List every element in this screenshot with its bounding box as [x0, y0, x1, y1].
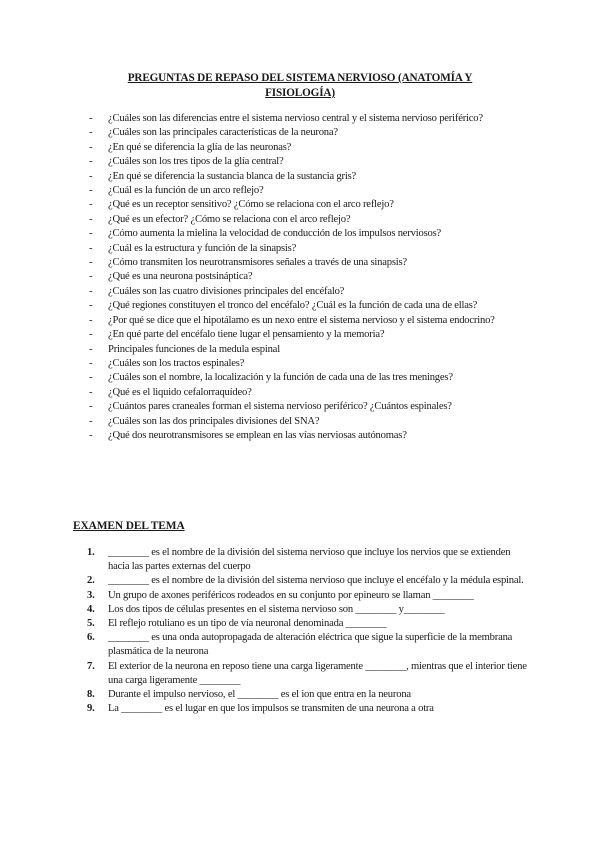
exam-item-text: ________ es una onda autopropagada de alteración eléctrica que sigue la superficie de la membrana plasmática de la neurona	[108, 632, 513, 658]
question-text: ¿En qué se diferencia la glía de las neuronas?	[108, 141, 292, 153]
question-item	[0, 256, 600, 270]
question-item	[0, 357, 600, 371]
question-text: ¿Cómo transmiten los neurotransmisores señales a través de una sinapsis?	[108, 257, 407, 269]
list-dash: -	[89, 141, 93, 153]
question-item	[0, 184, 600, 198]
exam-item	[0, 631, 600, 659]
list-dash: -	[89, 156, 93, 168]
list-dash: -	[89, 228, 93, 240]
question-item	[0, 343, 600, 357]
question-item	[0, 141, 600, 155]
exam-item-number: 6.	[87, 632, 95, 644]
list-dash: -	[89, 343, 93, 355]
exam-item	[0, 660, 600, 688]
exam-item-number: 7.	[87, 660, 95, 672]
question-item	[0, 415, 600, 429]
exam-item-text: El reflejo rotuliano es un tipo de vía neuronal denominada ________	[108, 618, 387, 630]
list-dash: -	[89, 113, 93, 124]
list-dash: -	[89, 271, 93, 283]
question-item	[0, 227, 600, 241]
exam-item-text: La ________ es el lugar en que los impulsos se transmiten de una neurona a otra	[108, 703, 434, 715]
list-dash: -	[89, 372, 93, 384]
list-dash: -	[89, 199, 93, 211]
question-text: ¿Cuántos pares craneales forman el sistema nervioso periférico? ¿Cuántos espinales?	[108, 401, 452, 413]
question-item	[0, 170, 600, 184]
question-text: ¿Cuáles son las diferencias entre el sistema nervioso central y el sistema nervioso periférico?	[108, 113, 483, 124]
question-item	[0, 285, 600, 299]
question-item	[0, 112, 600, 126]
question-text: ¿Qué es un efector? ¿Cómo se relaciona con el arco reflejo?	[108, 213, 351, 225]
list-dash: -	[89, 429, 93, 441]
question-text: ¿Cuáles son el nombre, la localización y la función de cada una de las tres meninges?	[108, 372, 453, 384]
question-text: ¿Cuáles son las dos principales divisiones del SNA?	[108, 415, 320, 427]
list-dash: -	[89, 242, 93, 254]
question-text: ¿Qué es una neurona postsináptica?	[108, 271, 253, 283]
question-item	[0, 400, 600, 414]
question-item	[0, 270, 600, 284]
exam-item	[0, 546, 600, 574]
list-dash: -	[89, 257, 93, 269]
exam-items-list	[0, 546, 600, 716]
exam-item	[0, 603, 600, 617]
review-questions-list	[0, 112, 600, 443]
question-text: ¿Cuáles son los tractos espinales?	[108, 357, 245, 369]
question-item	[0, 198, 600, 212]
list-dash: -	[89, 127, 93, 139]
question-item	[0, 299, 600, 313]
exam-item	[0, 589, 600, 603]
exam-item-number: 1.	[87, 547, 95, 558]
exam-item	[0, 617, 600, 631]
question-item	[0, 126, 600, 140]
list-dash: -	[89, 185, 93, 197]
list-dash: -	[89, 357, 93, 369]
question-item	[0, 328, 600, 342]
list-dash: -	[89, 213, 93, 225]
list-dash: -	[89, 314, 93, 326]
question-item	[0, 242, 600, 256]
exam-item-number: 3.	[87, 589, 95, 601]
question-text: ¿Cuáles son las principales características de la neurona?	[108, 127, 338, 139]
exam-item	[0, 688, 600, 702]
exam-item-text: ________ es el nombre de la división del sistema nervioso que incluye el encéfalo y la médula espinal.	[108, 575, 524, 587]
exam-item	[0, 574, 600, 588]
exam-item-text: Los dos tipos de células presentes en el sistema nervioso son ________ y________	[108, 603, 445, 615]
exam-item-number: 5.	[87, 618, 95, 630]
exam-item-text: El exterior de la neurona en reposo tiene una carga ligeramente ________, mientras que el interior tiene una carga ligeramente ________	[108, 660, 527, 686]
question-item	[0, 213, 600, 227]
exam-item-text: Durante el impulso nervioso, el ________ es el ion que entra en la neurona	[108, 689, 411, 701]
question-text: ¿Cuál es la estructura y función de la sinapsis?	[108, 242, 297, 254]
question-item	[0, 429, 600, 443]
list-dash: -	[89, 285, 93, 297]
list-dash: -	[89, 415, 93, 427]
question-text: ¿Cómo aumenta la mielina la velocidad de conducción de los impulsos nerviosos?	[108, 228, 442, 240]
list-dash: -	[89, 386, 93, 398]
list-dash: -	[89, 401, 93, 413]
question-text: Principales funciones de la medula espinal	[108, 343, 280, 355]
question-text: ¿Por qué se dice que el hipotálamo es un nexo entre el sistema nervioso y el sistema endocrino?	[108, 314, 495, 326]
question-text: ¿Qué dos neurotransmisores se emplean en las vías nerviosas autónomas?	[108, 429, 407, 441]
question-text: ¿En qué se diferencia la sustancia blanca de la sustancia gris?	[108, 170, 357, 182]
question-text: ¿Cuáles son las cuatro divisiones principales del encéfalo?	[108, 285, 345, 297]
question-text: ¿Qué es el liquido cefalorraquídeo?	[108, 386, 252, 398]
question-text: ¿En qué parte del encéfalo tiene lugar el pensamiento y la memoria?	[108, 329, 385, 341]
question-text: ¿Qué es un receptor sensitivo? ¿Cómo se relaciona con el arco reflejo?	[108, 199, 394, 211]
exam-item-number: 9.	[87, 703, 95, 715]
list-dash: -	[89, 170, 93, 182]
page-title: PREGUNTAS DE REPASO DEL SISTEMA NERVIOSO (ANATOMÍA Y FISIOLOGÍA)	[127, 72, 473, 99]
exam-item-number: 8.	[87, 689, 95, 701]
exam-item	[0, 702, 600, 716]
question-item	[0, 386, 600, 400]
question-item	[0, 314, 600, 328]
question-item	[0, 371, 600, 385]
list-dash: -	[89, 300, 93, 312]
question-text: ¿Cuáles son los tres tipos de la glía central?	[108, 156, 284, 168]
question-text: ¿Cuál es la función de un arco reflejo?	[108, 185, 264, 197]
exam-item-number: 2.	[87, 575, 95, 587]
exam-item-text: Un grupo de axones periféricos rodeados en su conjunto por epineuro se llaman ________	[108, 589, 474, 601]
exam-item-text: ________ es el nombre de la división del sistema nervioso que incluye los nervios que se extienden hacia las partes externas del cuerpo	[108, 547, 511, 573]
exam-item-number: 4.	[87, 603, 95, 615]
list-dash: -	[89, 329, 93, 341]
question-item	[0, 155, 600, 169]
exam-heading: EXAMEN DEL TEMA	[73, 520, 185, 532]
question-text: ¿Qué regiones constituyen el tronco del encéfalo? ¿Cuál es la función de cada una de ellas?	[108, 300, 478, 312]
